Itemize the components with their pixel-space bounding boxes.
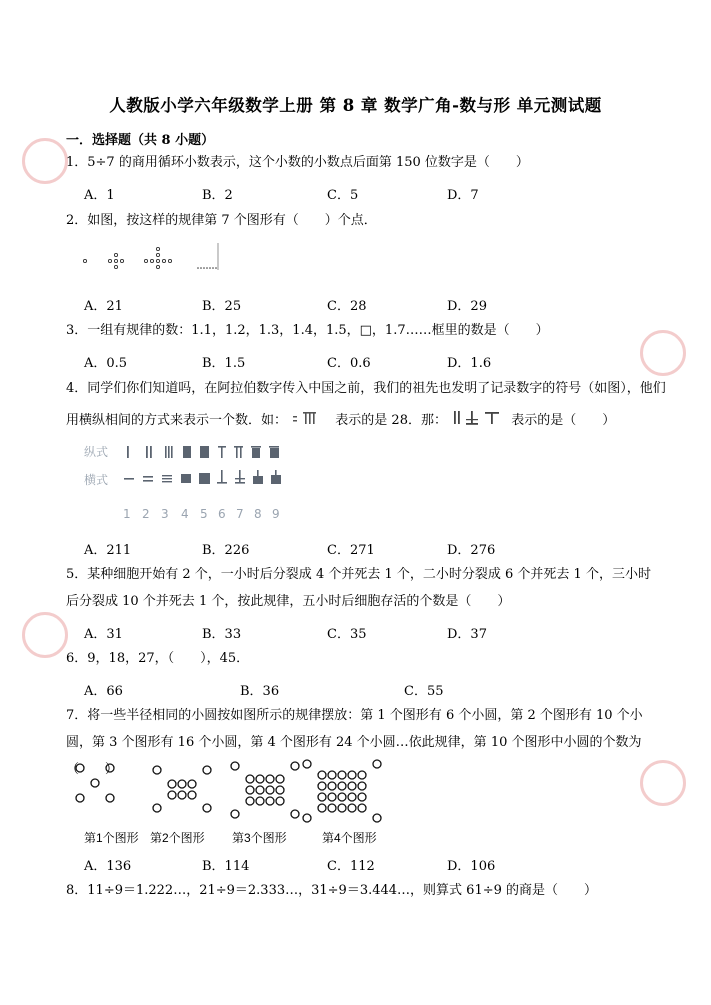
option-c[interactable]: C．5 (327, 188, 359, 203)
circle-pattern-figure (74, 758, 394, 826)
option-c[interactable]: C．271 (327, 543, 375, 558)
option-a[interactable]: A．21 (84, 299, 123, 314)
option-d[interactable]: D．37 (447, 627, 487, 642)
question-4-text-a: 用横纵相间的方式来表示一个数．如： (66, 413, 288, 428)
question-2-text: 2．如图，按这样的规律第 7 个图形有（ ）个点． (66, 213, 377, 228)
rod-digit-label: 8 (254, 507, 262, 521)
question-4-text-line1: 4．同学们你们知道吗，在阿拉伯数字传入中国之前，我们的祖先也发明了记录数字的符号（如图），他们 (66, 381, 666, 396)
option-d[interactable]: D．276 (447, 543, 496, 558)
option-b[interactable]: B．25 (202, 299, 242, 314)
option-b[interactable]: B．1.5 (202, 356, 246, 371)
option-a[interactable]: A．1 (84, 188, 115, 203)
rod-digit-label: 7 (236, 507, 244, 521)
question-8-text: 8．11÷9＝1.222…，21÷9＝2.333…，31÷9＝3.444…，则算式 61÷9 的商是（ ） (66, 883, 598, 898)
rod-digit-label: 2 (142, 507, 150, 521)
option-b[interactable]: B．33 (202, 627, 242, 642)
question-4-text-line2 (66, 409, 615, 432)
question-7-text: 7．将一些半径相同的小圆按如图所示的规律摆放：第 1 个图形有 6 个小圆，第 2 个图形有 10 个小圆，第 3 个图形有 16 个小圆，第 4 个图形有 24 个小圆…依此规律，第 10 个图形中小圆的个数为（ ） (66, 708, 643, 777)
option-d[interactable]: D．7 (447, 188, 479, 203)
rod-horizontal-label: 横式 (84, 473, 109, 487)
option-c[interactable]: C．55 (404, 684, 444, 699)
question-1-text: 1．5÷7 的商用循环小数表示，这个小数的小数点后面第 150 位数字是（ ） (66, 155, 529, 170)
rod-digit-label: 5 (200, 507, 208, 521)
option-c[interactable]: C．35 (327, 627, 367, 642)
option-a[interactable]: A．66 (84, 684, 123, 699)
option-b[interactable]: B．226 (202, 543, 250, 558)
watermark-logo-icon (640, 330, 686, 380)
rod-digit-label: 3 (161, 507, 169, 521)
option-d[interactable]: D．1.6 (447, 356, 492, 371)
rod-digit-label: 4 (181, 507, 189, 521)
dot-pattern-figure (80, 240, 230, 272)
option-c[interactable]: C．112 (327, 859, 375, 874)
watermark-logo-icon (22, 612, 68, 662)
question-4-text-c: 表示的是（ ） (511, 413, 616, 428)
question-5-text: 5．某种细胞开始有 2 个，一小时后分裂成 4 个并死去 1 个，二小时分裂成 6 个并死去 1 个，三小时后分裂成 10 个并死去 1 个，按此规律，五小时后细胞存活的个数是（ ） (66, 567, 651, 609)
option-b[interactable]: B．114 (202, 859, 250, 874)
option-a[interactable]: A．136 (84, 859, 132, 874)
caption-figure-1: 第1个图形 (84, 831, 139, 845)
option-d[interactable]: D．29 (447, 299, 487, 314)
rod-numeral-28-icon (291, 410, 331, 426)
question-3-text: 3．一组有规律的数：1.1，1.2，1.3，1.4，1.5，□，1.7……框里的数是（ ） (66, 323, 549, 338)
option-d[interactable]: D．106 (447, 859, 496, 874)
rod-numerals-figure (84, 440, 284, 526)
question-4-text-b: 表示的是 28．那： (335, 413, 447, 428)
option-b[interactable]: B．36 (240, 684, 280, 699)
section-heading: 一．选择题（共 8 小题） (66, 133, 215, 148)
watermark-logo-icon (22, 138, 68, 188)
rod-numeral-question-icon (451, 409, 507, 427)
option-c[interactable]: C．0.6 (327, 356, 371, 371)
option-a[interactable]: A．31 (84, 627, 123, 642)
rod-vertical-label: 纵式 (84, 445, 109, 459)
page-title: 人教版小学六年级数学上册 第 8 章 数学广角-数与形 单元测试题 (109, 96, 602, 115)
option-b[interactable]: B．2 (202, 188, 233, 203)
option-c[interactable]: C．28 (327, 299, 367, 314)
question-6-text: 6．9，18，27，（ ），45． (66, 651, 250, 666)
caption-figure-3: 第3个图形 (232, 831, 287, 845)
caption-figure-4: 第4个图形 (322, 831, 377, 845)
option-a[interactable]: A．211 (84, 543, 132, 558)
caption-figure-2: 第2个图形 (150, 831, 205, 845)
rod-digit-label: 9 (272, 507, 280, 521)
option-a[interactable]: A．0.5 (84, 356, 128, 371)
rod-digit-label: 6 (218, 507, 226, 521)
rod-digit-label: 1 (123, 507, 131, 521)
